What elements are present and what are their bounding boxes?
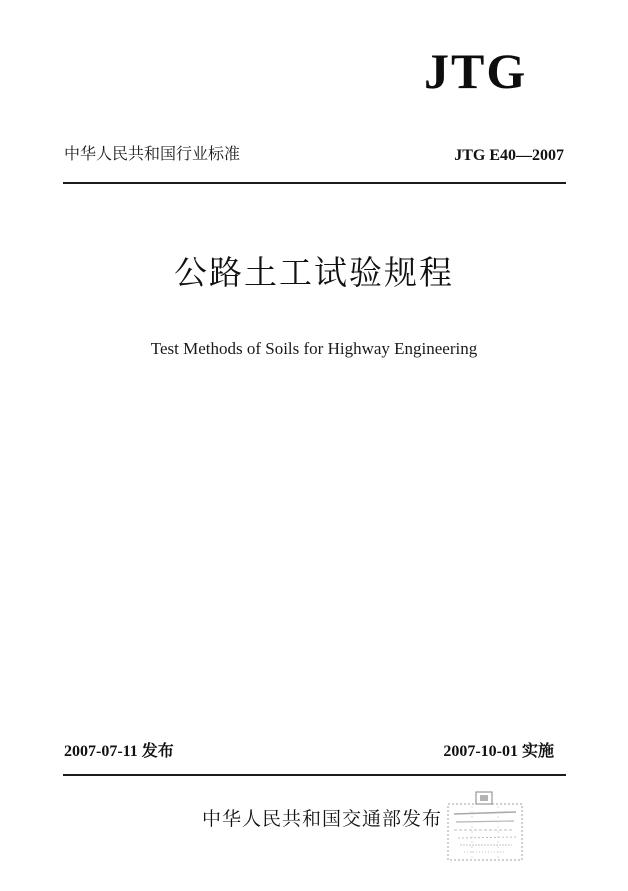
standard-code: JTG E40—2007 [454,147,564,164]
publisher-line: 中华人民共和国交通部发布 [202,808,443,830]
header-divider [63,182,566,184]
publisher-seal-stamp-icon [446,790,524,862]
implementation-date: 2007-10-01 实施 [443,743,554,760]
standard-category: 中华人民共和国行业标准 [64,144,241,163]
jtg-logo: JTG [424,43,528,99]
document-title-chinese: 公路土工试验规程 [174,253,454,292]
footer-divider [63,774,566,776]
document-title-english: Test Methods of Soils for Highway Engineering [150,339,478,358]
issue-date: 2007-07-11 发布 [64,743,174,760]
